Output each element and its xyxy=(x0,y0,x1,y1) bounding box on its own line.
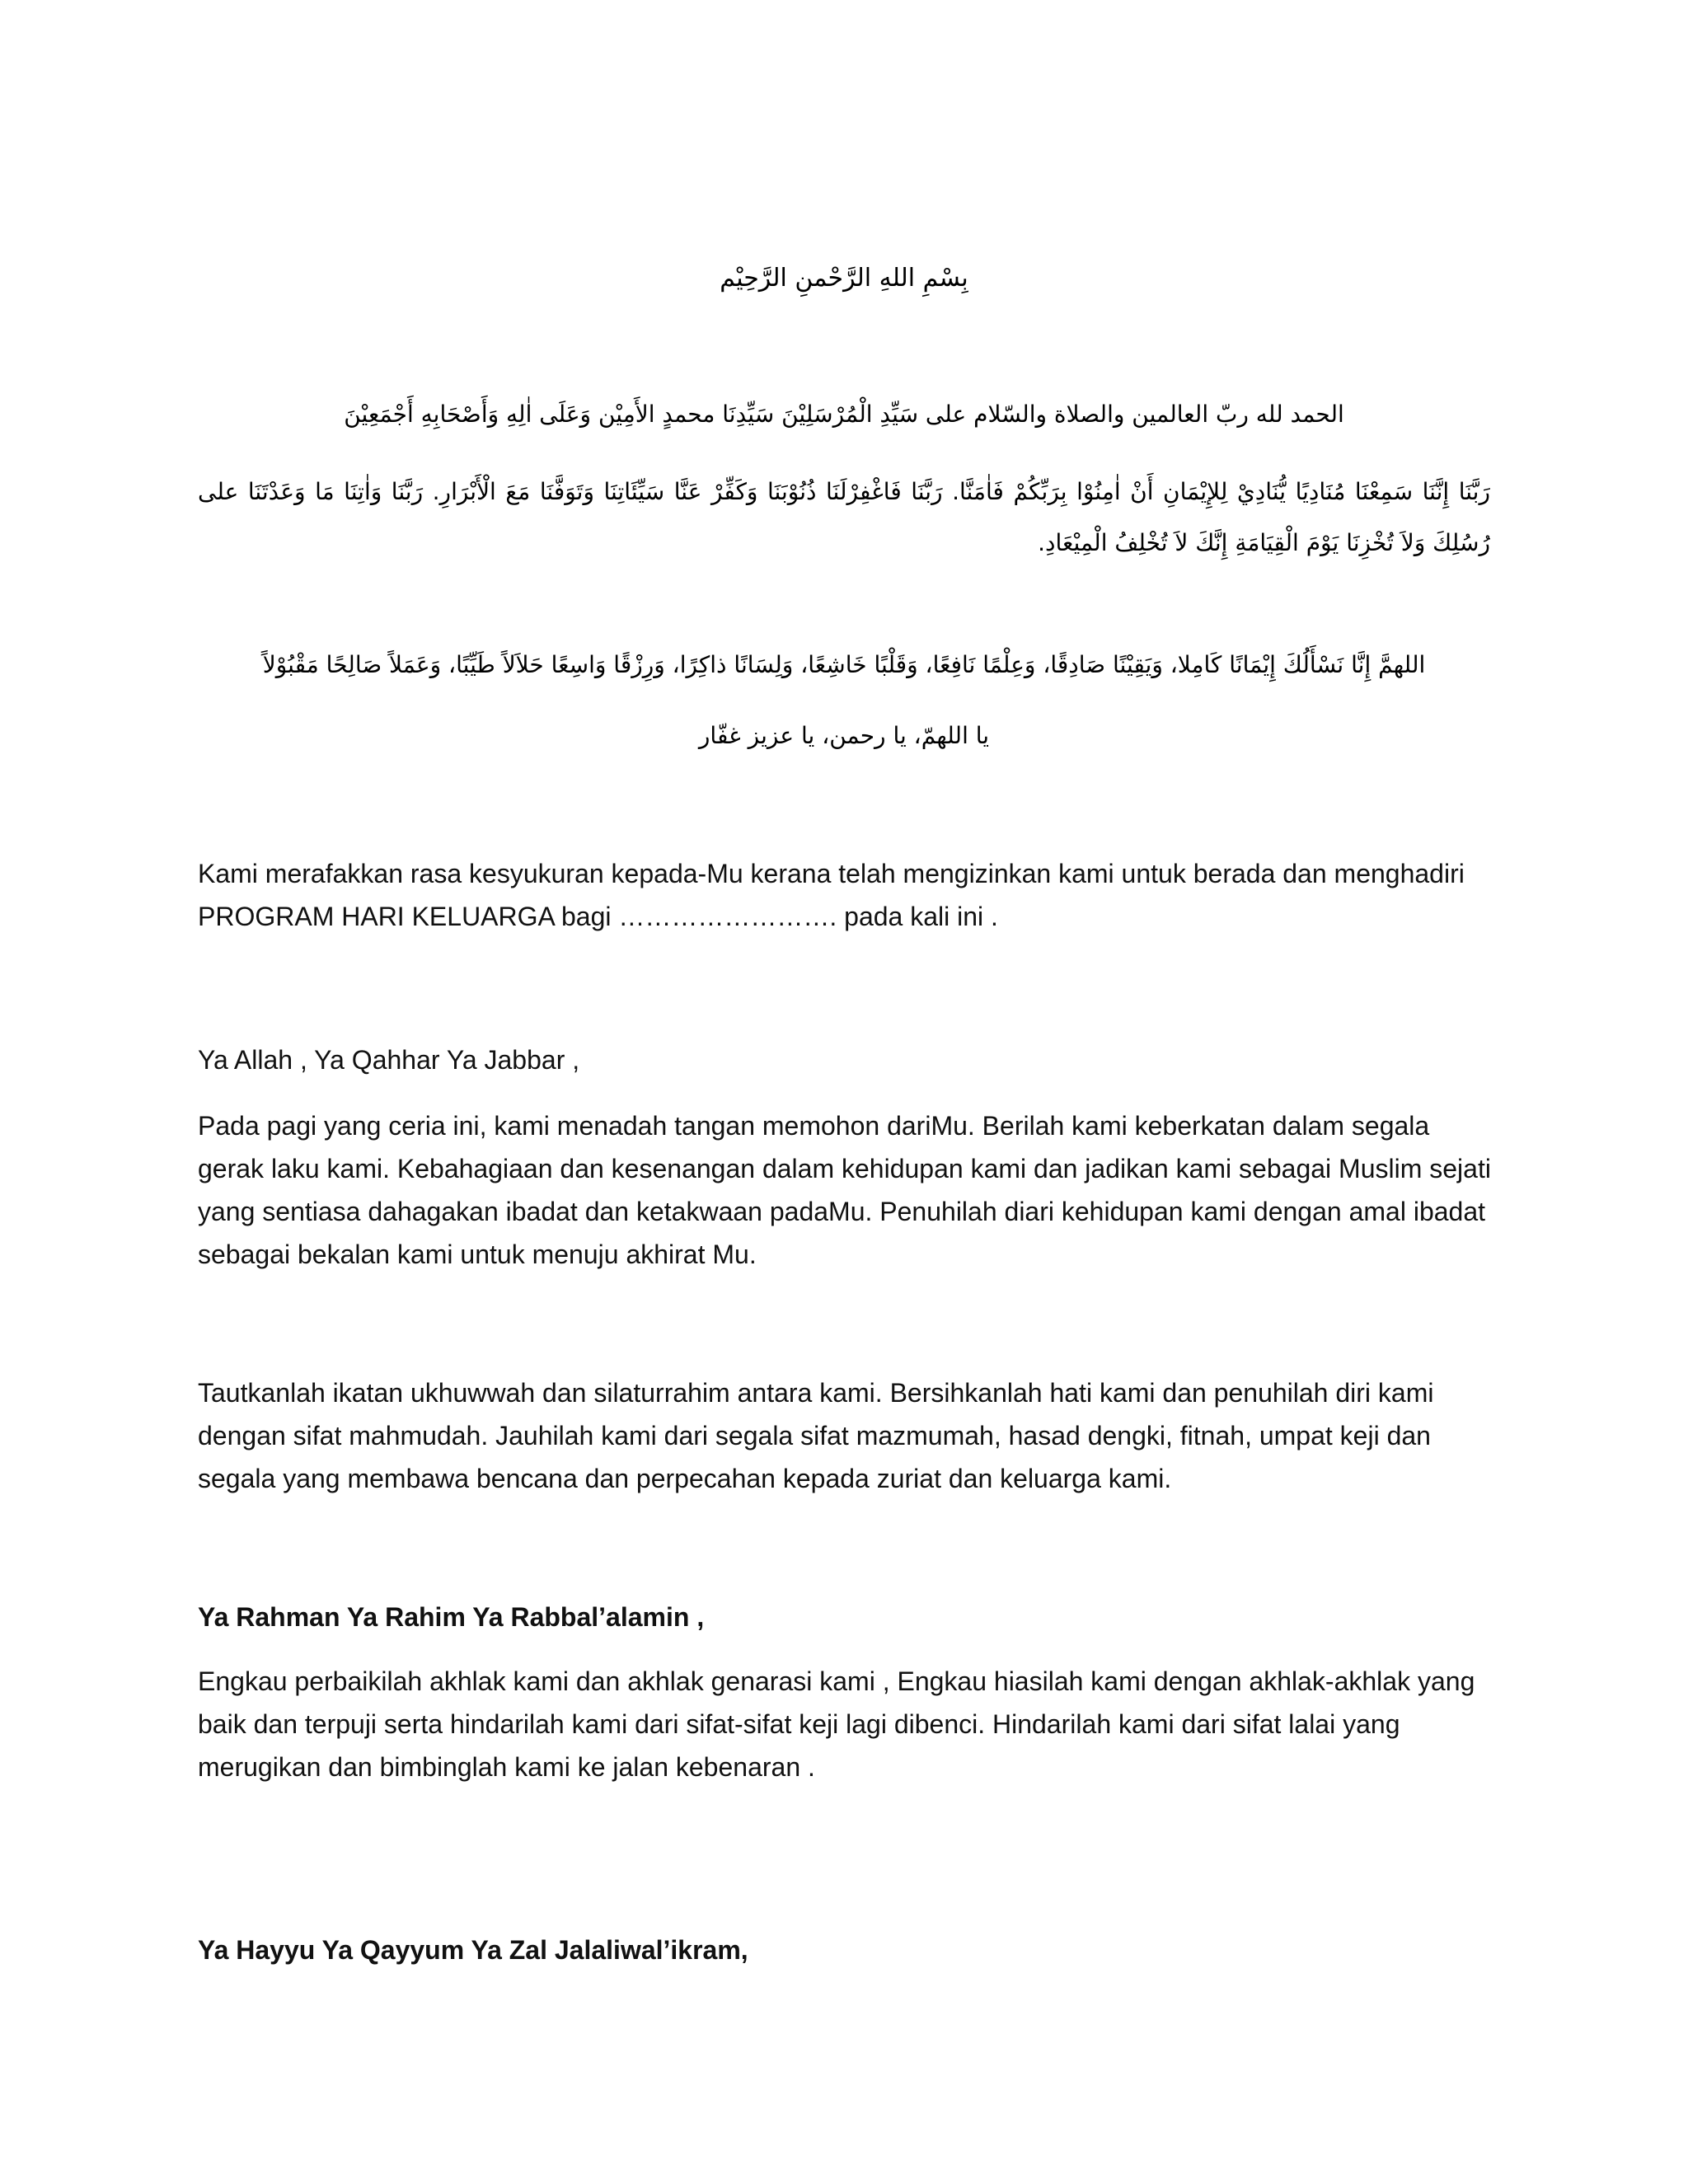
heading-ya-allah: Ya Allah , Ya Qahhar Ya Jabbar , xyxy=(198,1045,580,1075)
arabic-opening-praise: الحمد لله ربّ العالمين والصلاة والسّلام على سَيِّدِ الْمُرْسَلِيْنَ سَيِّدِنَا محمدٍ الأَمِيْن وَعَلَى اٰلِهِ وَأَصْحَابِهِ أَجْمَعِيْنَ xyxy=(344,401,1344,428)
arabic-prayer-rabbana: رَبَّنَا إِنَّنَا سَمِعْنَا مُنَادِيًا يُّنَادِيْ لِلإِيْمَانِ أَنْ اٰمِنُوْا بِرَبِّكُمْ فَاٰمَنَّا. رَبَّنَا فَاغْفِرْلَنَا ذُنُوْبَنَا وَكَفِّرْ عَنَّا سَيِّئَاتِنَا وَتَوَفَّنَا مَعَ الْأَبْرَارِ. رَبَّنَا وَاٰتِنَا مَا وَعَدْتَنَا على رُسُلِكَ وَلاَ تُخْزِنَا يَوْمَ الْقِيَامَةِ إِنَّكَ لاَ تُخْلِفُ الْمِيْعَادِ. xyxy=(198,478,1490,556)
arabic-prayer-allahumma: اللهمَّ إِنَّا نَسْأَلُكَ إِيْمَانًا كَامِلا، وَيَقِيْنًا صَادِقًا، وَعِلْمًا نَافِعًا، وَقَلْبًا خَاشِعًا، وَلِسَانًا ذاكِرًا، وَرِزْقًا وَاسِعًا حَلاَلاً طَيِّبًا، وَعَمَلاً صَالِحًا مَقْبُوْلاً xyxy=(262,651,1426,678)
intro-paragraph: Kami merafakkan rasa kesyukuran kepada-Mu kerana telah mengizinkan kami untuk berada dan menghadiri PROGRAM HARI KELUARGA bagi ……………………. pada kali ini . xyxy=(198,859,1465,931)
paragraph-pagi: Pada pagi yang ceria ini, kami menadah tangan memohon dariMu. Berilah kami keberkatan dalam segala gerak laku kami. Kebahagiaan dan kesenangan dalam kehidupan kami dan jadikan kami sebagai Muslim sejati yang sentiasa dahagakan ibadat dan ketakwaan padaMu. Penuhilah diari kehidupan kami dengan amal ibadat sebagai bekalan kami untuk menuju akhirat Mu. xyxy=(198,1111,1491,1269)
paragraph-engkau: Engkau perbaikilah akhlak kami dan akhlak genarasi kami , Engkau hiasilah kami dengan akhlak-akhlak yang baik dan terpuji serta hindarilah kami dari sifat-sifat keji lagi dibenci. Hindarilah kami dari sifat lalai yang merugikan dan bimbinglah kami ke jalan kebenaran . xyxy=(198,1666,1475,1782)
paragraph-tautkanlah: Tautkanlah ikatan ukhuwwah dan silaturrahim antara kami. Bersihkanlah hati kami dan penuhilah diri kami dengan sifat mahmudah. Jauhilah kami dari segala sifat mazmumah, hasad dengki, fitnah, umpat keji dan segala yang membawa bencana dan perpecahan kepada zuriat dan keluarga kami. xyxy=(198,1378,1434,1493)
arabic-invocation-names: يا اللهمّ، يا رحمن، يا عزيز غفّار xyxy=(698,722,990,749)
heading-ya-rahman: Ya Rahman Ya Rahim Ya Rabbal’alamin , xyxy=(198,1602,705,1632)
heading-ya-hayyu: Ya Hayyu Ya Qayyum Ya Zal Jalaliwal’ikram, xyxy=(198,1935,748,1965)
basmalah: بِسْمِ اللهِ الرَّحْمنِ الرَّحِيْم xyxy=(720,264,968,293)
